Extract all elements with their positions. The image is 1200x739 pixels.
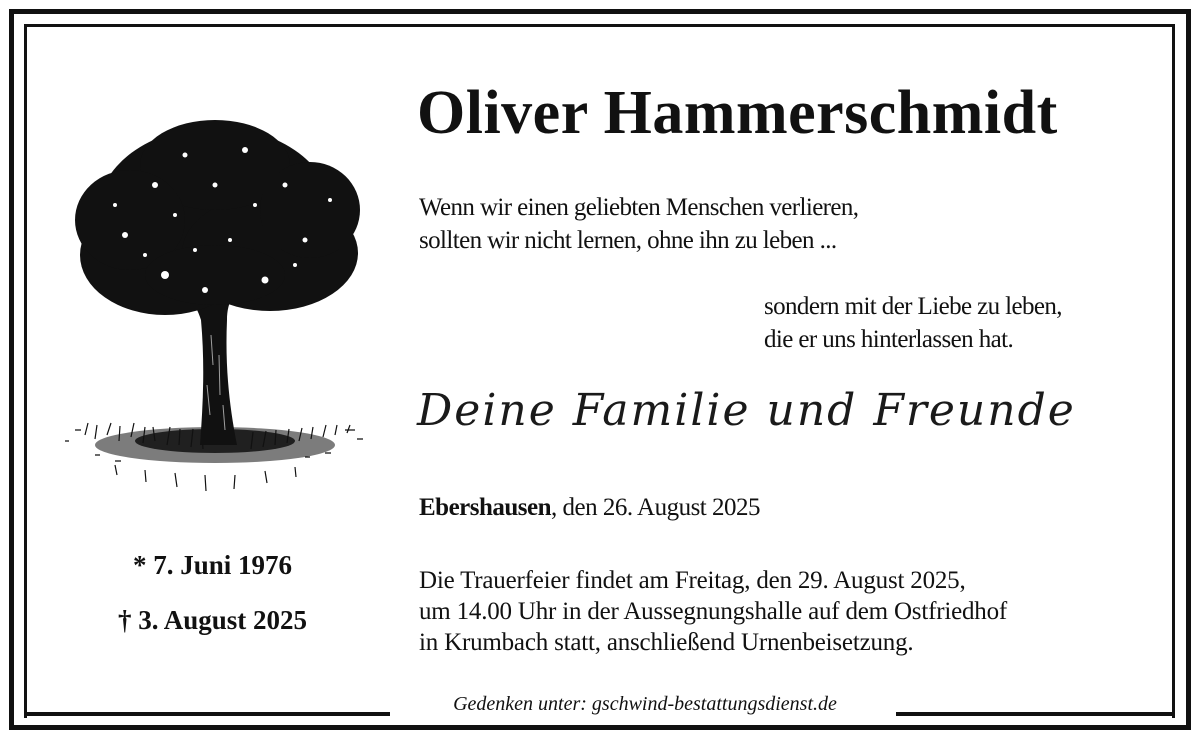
death-date: † 3. August 2025: [117, 605, 308, 635]
place-date: [419, 494, 760, 522]
birth-date: * 7. Juni 1976: [132, 550, 293, 580]
quote-first-part: [419, 191, 858, 257]
quote-line: sondern mit der Liebe zu leben,: [764, 293, 1062, 320]
date-text: , den 26. August 2025: [551, 494, 760, 521]
memorial-link[interactable]: Gedenken unter: gschwind-bestattungsdienst.de: [453, 693, 837, 715]
bottom-rule-right: [896, 712, 1175, 716]
family-signoff: Deine Familie und Freunde: [417, 385, 1076, 436]
bottom-rule-left: [24, 712, 390, 716]
tree-icon: [55, 105, 370, 505]
ceremony-line: in Krumbach statt, anschließend Urnenbeisetzung.: [419, 629, 914, 656]
ceremony-info: [419, 565, 1007, 658]
ceremony-line: Die Trauerfeier findet am Freitag, den 29. August 2025,: [419, 567, 966, 594]
place-name: Ebershausen: [419, 494, 552, 521]
ceremony-line: um 14.00 Uhr in der Aussegnungshalle auf dem Ostfriedhof: [419, 598, 1007, 625]
quote-second-part: [764, 290, 1062, 356]
deceased-name: Oliver Hammerschmidt: [417, 79, 1058, 147]
quote-line: Wenn wir einen geliebten Menschen verlieren,: [419, 194, 859, 221]
quote-line: die er uns hinterlassen hat.: [764, 326, 1014, 353]
quote-line: sollten wir nicht lernen, ohne ihn zu leben ...: [419, 227, 837, 254]
